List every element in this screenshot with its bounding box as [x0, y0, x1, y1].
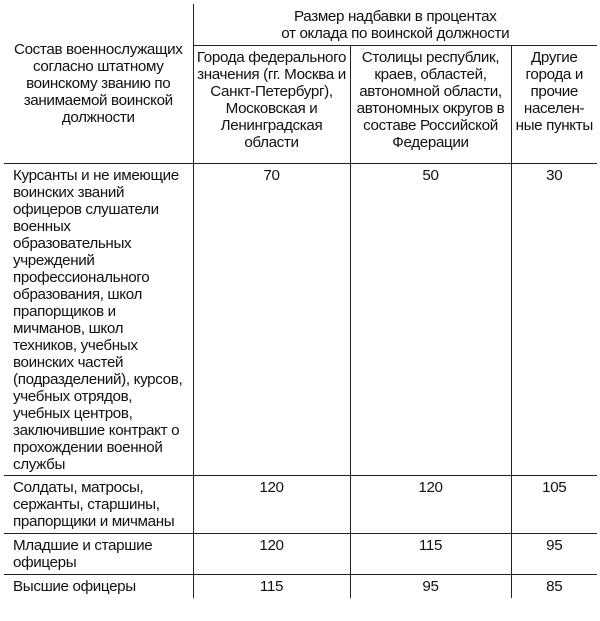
row-value: 50 [350, 164, 511, 476]
table-row [4, 164, 597, 476]
header-column-other-towns [511, 46, 597, 164]
row-value: 95 [511, 534, 597, 575]
header-column-federal-cities [193, 46, 350, 164]
header-column-label: Другие города и прочие населенные пункты [515, 49, 593, 134]
row-category: Высшие офицеры [4, 575, 193, 599]
row-value: 120 [193, 534, 350, 575]
row-value: 120 [193, 476, 350, 534]
header-composition [4, 4, 193, 164]
row-value: 120 [350, 476, 511, 534]
header-column-label: Столицы республик, краев, областей, автономной области, автономных округов в составе Российской Федерации [356, 49, 505, 151]
header-row-1 [4, 4, 597, 46]
header-allowance-group [193, 4, 597, 46]
row-value: 85 [546, 578, 563, 595]
header-group-line-2: от оклада по воинской должности [281, 25, 510, 42]
row-value: 115 [193, 575, 350, 599]
row-value: 95 [350, 575, 511, 599]
header-composition-label: Состав военнослужащих согласно штатному воинскому званию по занимаемой воинской должности [13, 41, 183, 126]
table-row [4, 534, 597, 575]
allowance-table [4, 4, 597, 598]
row-category: Курсанты и не имеющие воинских званий офицеров слушатели военных образовательных учреждений профессионального образования, школ прапорщиков и мичманов, школ техников, учебных воинских частей (подразделений), курсов, учебных отрядов, учебных центров, заключившие контракт о прохождении военной службы [4, 164, 193, 476]
header-group-line-1: Размер надбавки в процентах [294, 8, 497, 25]
row-value: 70 [193, 164, 350, 476]
header-column-label: Города федерального значения (гг. Москва и Санкт-Петербург), Московская и Ленинградская области [196, 49, 347, 151]
row-category: Младшие и старшие офицеры [4, 534, 193, 575]
row-value: 30 [511, 164, 597, 476]
table-row [4, 575, 597, 599]
row-category: Солдаты, матросы, сержанты, старшины, прапорщики и мичманы [4, 476, 193, 534]
header-column-capitals [350, 46, 511, 164]
table-row [4, 476, 597, 534]
row-value: 115 [350, 534, 511, 575]
row-value: 105 [511, 476, 597, 534]
